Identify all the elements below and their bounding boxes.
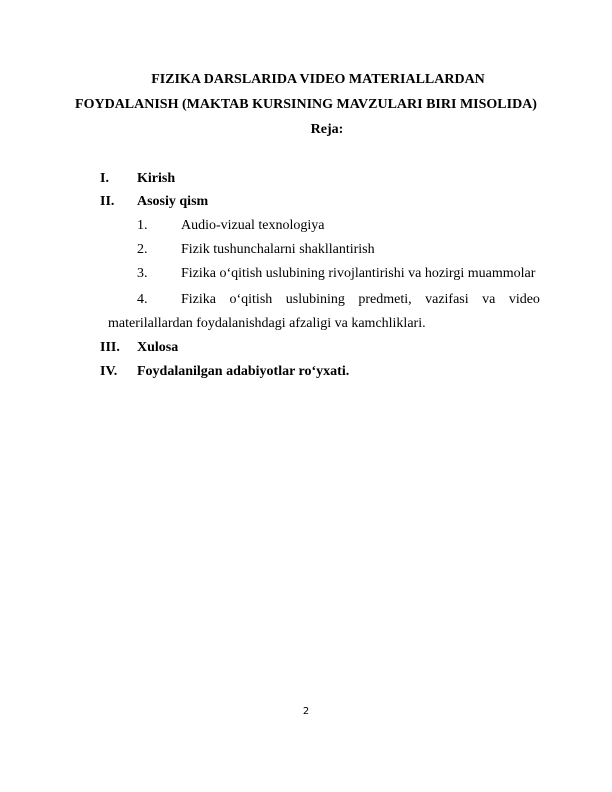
outline-subitem (0, 266, 612, 282)
subitem-number: 2. (137, 242, 148, 257)
outline-item-conclusion (0, 340, 612, 356)
subitem-label: Fizik tushunchalarni shakllantirish (181, 242, 375, 257)
plan-heading: Reja: (310, 122, 344, 137)
subitem-number: 1. (137, 218, 148, 233)
document-title-line-2: FOYDALANISH (MAKTAB KURSINING MAVZULARI BIRI MISOLIDA) (75, 97, 537, 112)
outline-subitem (0, 218, 612, 234)
outline-item-references (0, 364, 612, 380)
subitem-number: 4. (137, 292, 148, 307)
outline-numeral: II. (100, 194, 115, 209)
outline-label: Foydalanilgan adabiyotlar ro‘yxati. (137, 364, 350, 379)
subitem-label: Audio-vizual texnologiya (181, 218, 325, 233)
subitem-word: uslubining (285, 292, 345, 307)
subitem-word: video (508, 292, 540, 307)
outline-subitem (0, 292, 612, 308)
subitem-continuation (0, 316, 612, 332)
outline-numeral: IV. (100, 364, 118, 379)
outline-item-intro (0, 171, 612, 187)
subitem-word: va (482, 292, 496, 307)
outline-numeral: I. (100, 171, 109, 186)
outline-label: Kirish (137, 171, 176, 186)
outline-numeral: III. (100, 340, 120, 355)
page-number: 2 (302, 706, 310, 717)
outline-subitem (0, 242, 612, 258)
subitem-number: 3. (137, 266, 148, 281)
subitem-word: predmeti, (358, 292, 412, 307)
subitem-word: vazifasi (425, 292, 469, 307)
subitem-word: o‘qitish (229, 292, 273, 307)
outline-label: Xulosa (137, 340, 179, 355)
subitem-label: Fizika o‘qitish uslubining rivojlantirishi va hozirgi muammolar (181, 266, 536, 281)
subitem-continuation-text: materilallardan foydalanishdagi afzaligi va kamchliklari. (108, 316, 426, 331)
document-title-line-1: FIZIKA DARSLARIDA VIDEO MATERIALLARDAN (151, 72, 485, 87)
outline-label: Asosiy qism (137, 194, 209, 209)
outline-item-main-part (0, 194, 612, 210)
subitem-word: Fizika (181, 292, 216, 307)
subitem-label (181, 292, 540, 308)
